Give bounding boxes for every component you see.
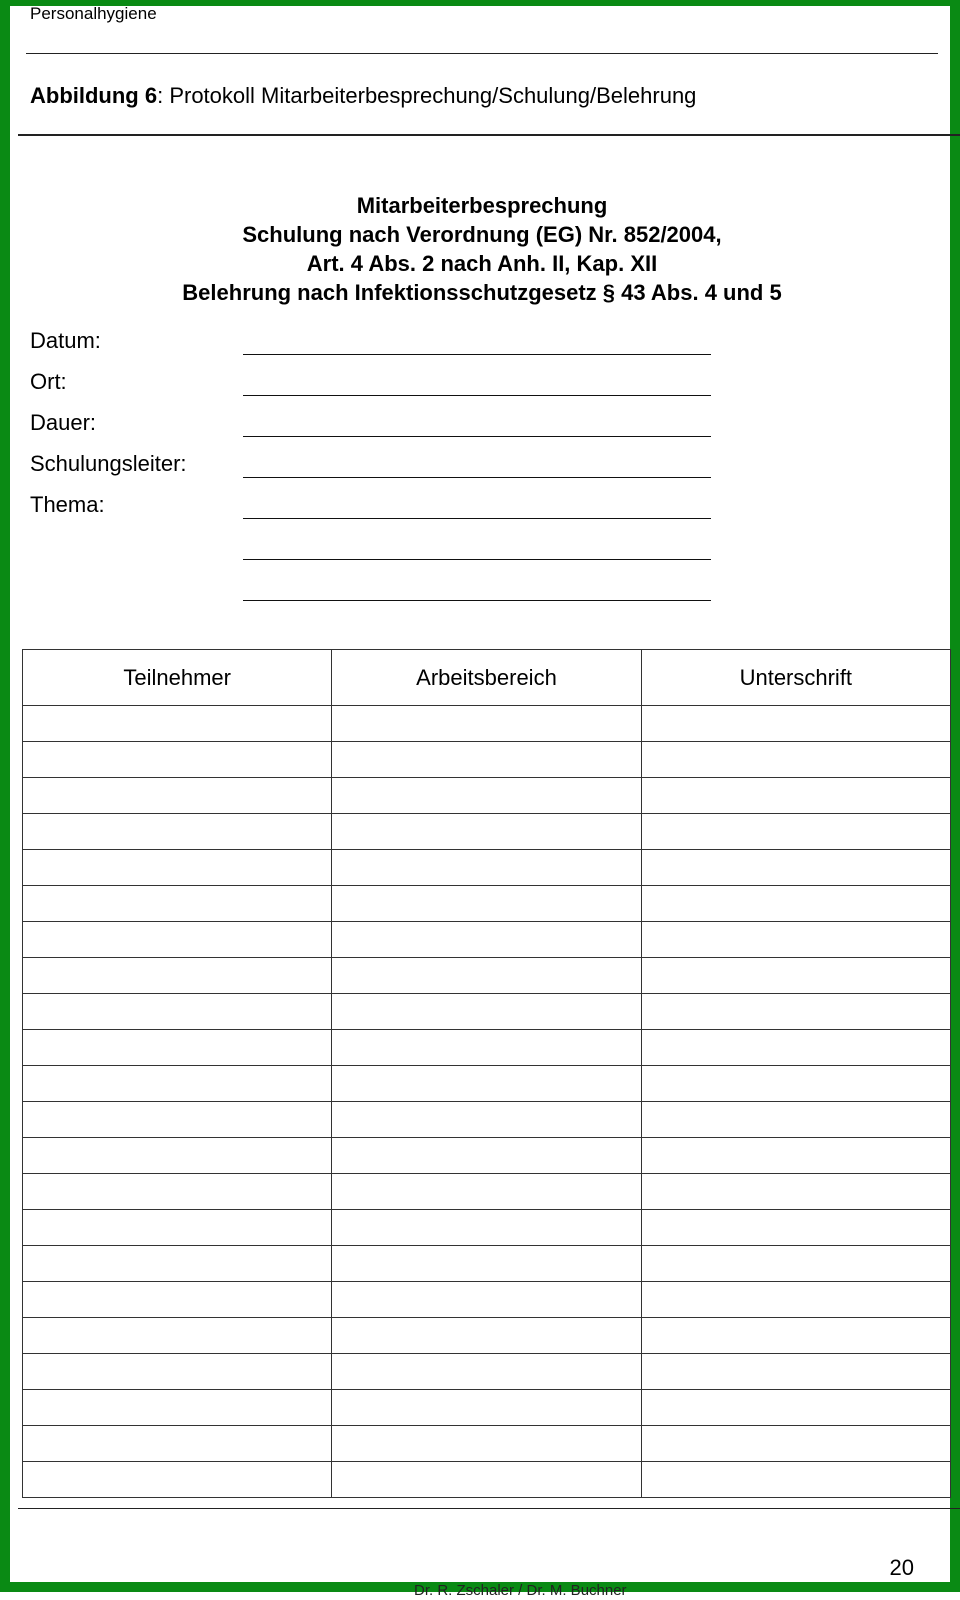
teilnehmer-cell[interactable] bbox=[23, 958, 332, 994]
teilnehmer-cell[interactable] bbox=[23, 922, 332, 958]
arbeitsbereich-cell[interactable] bbox=[332, 850, 641, 886]
title-line: Schulung nach Verordnung (EG) Nr. 852/2004, bbox=[242, 222, 722, 247]
unterschrift-cell[interactable] bbox=[641, 850, 950, 886]
teilnehmer-cell[interactable] bbox=[23, 706, 332, 742]
unterschrift-cell[interactable] bbox=[641, 994, 950, 1030]
arbeitsbereich-cell[interactable] bbox=[332, 958, 641, 994]
unterschrift-cell[interactable] bbox=[641, 1210, 950, 1246]
title-line: Mitarbeiterbesprechung bbox=[356, 193, 608, 218]
arbeitsbereich-cell[interactable] bbox=[332, 1174, 641, 1210]
table-row bbox=[23, 814, 951, 850]
table-row bbox=[23, 1102, 951, 1138]
table-row bbox=[23, 958, 951, 994]
teilnehmer-cell[interactable] bbox=[23, 1102, 332, 1138]
teilnehmer-cell[interactable] bbox=[23, 1066, 332, 1102]
table-row bbox=[23, 994, 951, 1030]
caption-divider bbox=[18, 134, 960, 136]
unterschrift-cell[interactable] bbox=[641, 1246, 950, 1282]
arbeitsbereich-cell[interactable] bbox=[332, 1462, 641, 1498]
running-head: Personalhygiene bbox=[30, 4, 157, 23]
table-row bbox=[23, 1030, 951, 1066]
table-row bbox=[23, 1210, 951, 1246]
arbeitsbereich-cell[interactable] bbox=[332, 1318, 641, 1354]
teilnehmer-header: Teilnehmer bbox=[23, 650, 332, 706]
page-number: 20 bbox=[889, 1555, 914, 1580]
arbeitsbereich-cell[interactable] bbox=[332, 1138, 641, 1174]
table-row bbox=[23, 1282, 951, 1318]
title-line: Belehrung nach Infektionsschutzgesetz § 43 Abs. 4 und 5 bbox=[182, 280, 782, 305]
arbeitsbereich-cell[interactable] bbox=[332, 994, 641, 1030]
table-row bbox=[23, 1390, 951, 1426]
table-row bbox=[23, 1462, 951, 1498]
teilnehmer-cell[interactable] bbox=[23, 814, 332, 850]
table-row bbox=[23, 778, 951, 814]
arbeitsbereich-cell[interactable] bbox=[332, 1354, 641, 1390]
teilnehmer-cell[interactable] bbox=[23, 742, 332, 778]
arbeitsbereich-cell[interactable] bbox=[332, 922, 641, 958]
dauer-blank[interactable] bbox=[243, 436, 711, 437]
arbeitsbereich-cell[interactable] bbox=[332, 778, 641, 814]
teilnehmer-cell[interactable] bbox=[23, 1390, 332, 1426]
schulungsleiter-blank[interactable] bbox=[243, 477, 711, 478]
table-row bbox=[23, 1354, 951, 1390]
unterschrift-cell[interactable] bbox=[641, 1462, 950, 1498]
arbeitsbereich-cell[interactable] bbox=[332, 814, 641, 850]
arbeitsbereich-cell[interactable] bbox=[332, 1102, 641, 1138]
teilnehmer-cell[interactable] bbox=[23, 778, 332, 814]
table-row bbox=[23, 1426, 951, 1462]
unterschrift-cell[interactable] bbox=[641, 814, 950, 850]
table-row bbox=[23, 1318, 951, 1354]
thema-blank[interactable] bbox=[243, 518, 711, 519]
thema-blank[interactable] bbox=[243, 559, 711, 560]
unterschrift-cell[interactable] bbox=[641, 1282, 950, 1318]
table-row bbox=[23, 1138, 951, 1174]
table-header-row bbox=[23, 650, 951, 706]
table-row bbox=[23, 1246, 951, 1282]
unterschrift-cell[interactable] bbox=[641, 958, 950, 994]
footer-divider bbox=[18, 1508, 960, 1509]
participant-table bbox=[22, 649, 951, 1498]
footer-author: Dr. R. Zschaler / Dr. M. Buchner bbox=[414, 1582, 627, 1599]
unterschrift-cell[interactable] bbox=[641, 886, 950, 922]
unterschrift-cell[interactable] bbox=[641, 706, 950, 742]
arbeitsbereich-header: Arbeitsbereich bbox=[332, 650, 641, 706]
teilnehmer-cell[interactable] bbox=[23, 1246, 332, 1282]
unterschrift-cell[interactable] bbox=[641, 1030, 950, 1066]
unterschrift-cell[interactable] bbox=[641, 1174, 950, 1210]
arbeitsbereich-cell[interactable] bbox=[332, 1246, 641, 1282]
figure-label: Abbildung 6 bbox=[30, 83, 158, 108]
teilnehmer-cell[interactable] bbox=[23, 994, 332, 1030]
unterschrift-cell[interactable] bbox=[641, 1390, 950, 1426]
arbeitsbereich-cell[interactable] bbox=[332, 1066, 641, 1102]
teilnehmer-cell[interactable] bbox=[23, 1426, 332, 1462]
figure-caption bbox=[30, 82, 696, 110]
teilnehmer-cell[interactable] bbox=[23, 1210, 332, 1246]
arbeitsbereich-cell[interactable] bbox=[332, 1210, 641, 1246]
unterschrift-cell[interactable] bbox=[641, 778, 950, 814]
arbeitsbereich-cell[interactable] bbox=[332, 1030, 641, 1066]
thema-label: Thema: bbox=[30, 492, 105, 517]
unterschrift-cell[interactable] bbox=[641, 1102, 950, 1138]
teilnehmer-cell[interactable] bbox=[23, 1138, 332, 1174]
table-row bbox=[23, 850, 951, 886]
ort-blank[interactable] bbox=[243, 395, 711, 396]
table-body bbox=[23, 706, 951, 1498]
unterschrift-cell[interactable] bbox=[641, 1066, 950, 1102]
datum-label: Datum: bbox=[30, 328, 101, 353]
unterschrift-cell[interactable] bbox=[641, 1318, 950, 1354]
table-row bbox=[23, 922, 951, 958]
unterschrift-cell[interactable] bbox=[641, 742, 950, 778]
unterschrift-header: Unterschrift bbox=[641, 650, 950, 706]
unterschrift-cell[interactable] bbox=[641, 1354, 950, 1390]
teilnehmer-cell[interactable] bbox=[23, 1282, 332, 1318]
arbeitsbereich-cell[interactable] bbox=[332, 1282, 641, 1318]
table-row bbox=[23, 1174, 951, 1210]
header-divider bbox=[26, 53, 938, 54]
form-title bbox=[10, 191, 954, 307]
arbeitsbereich-cell[interactable] bbox=[332, 886, 641, 922]
dauer-label: Dauer: bbox=[30, 410, 97, 435]
arbeitsbereich-cell[interactable] bbox=[332, 1426, 641, 1462]
table-row bbox=[23, 1066, 951, 1102]
table-row bbox=[23, 742, 951, 778]
thema-blank[interactable] bbox=[243, 600, 711, 601]
arbeitsbereich-cell[interactable] bbox=[332, 706, 641, 742]
teilnehmer-cell[interactable] bbox=[23, 1174, 332, 1210]
table-row bbox=[23, 706, 951, 742]
figure-caption-text: : Protokoll Mitarbeiterbesprechung/Schulung/Belehrung bbox=[157, 83, 697, 108]
teilnehmer-cell[interactable] bbox=[23, 1462, 332, 1498]
teilnehmer-cell[interactable] bbox=[23, 1030, 332, 1066]
datum-blank[interactable] bbox=[243, 354, 711, 355]
ort-label: Ort: bbox=[30, 369, 67, 394]
schulungsleiter-label: Schulungsleiter: bbox=[30, 451, 187, 476]
teilnehmer-cell[interactable] bbox=[23, 1354, 332, 1390]
unterschrift-cell[interactable] bbox=[641, 1138, 950, 1174]
arbeitsbereich-cell[interactable] bbox=[332, 1390, 641, 1426]
teilnehmer-cell[interactable] bbox=[23, 850, 332, 886]
unterschrift-cell[interactable] bbox=[641, 1426, 950, 1462]
unterschrift-cell[interactable] bbox=[641, 922, 950, 958]
arbeitsbereich-cell[interactable] bbox=[332, 742, 641, 778]
table-row bbox=[23, 886, 951, 922]
title-line: Art. 4 Abs. 2 nach Anh. II, Kap. XII bbox=[306, 251, 658, 276]
teilnehmer-cell[interactable] bbox=[23, 1318, 332, 1354]
teilnehmer-cell[interactable] bbox=[23, 886, 332, 922]
